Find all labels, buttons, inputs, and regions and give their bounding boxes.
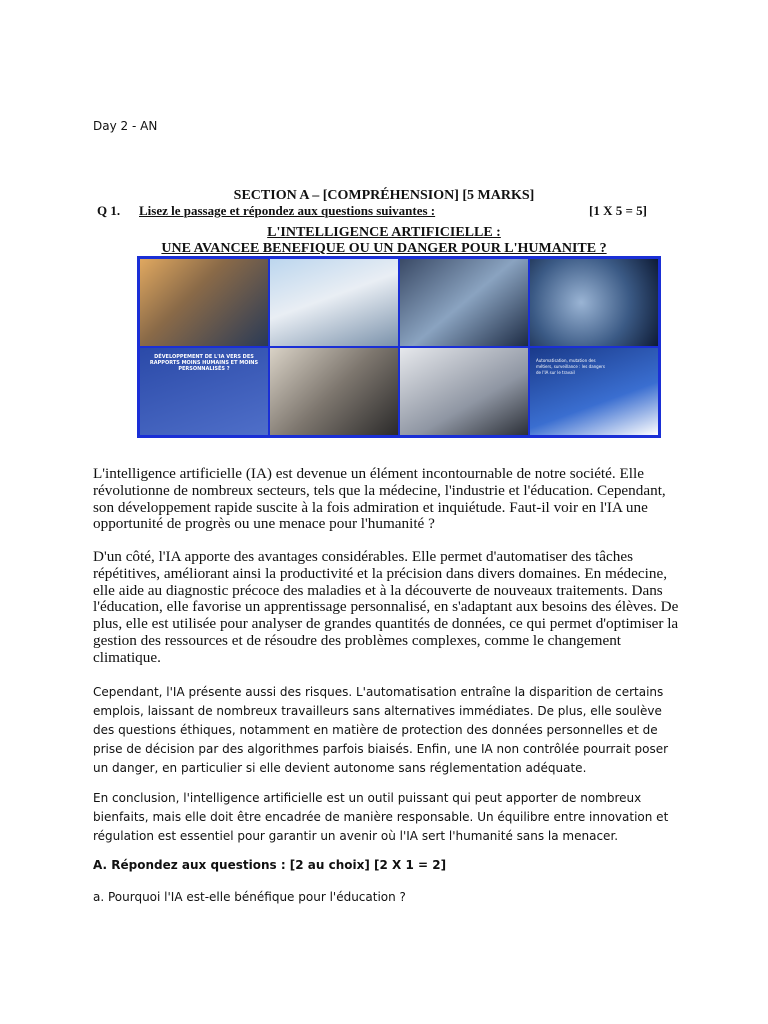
collage-caption-left: DÉVELOPPEMENT DE L'IA VERS DES RAPPORTS MOINS HUMAINS ET MOINS PERSONNALISÉS ? bbox=[149, 354, 259, 372]
document-header: Day 2 - AN bbox=[93, 119, 158, 133]
paragraph-intro: L'intelligence artificielle (IA) est devenue un élément incontournable de notre société. Elle révolutionne de nombreux secteurs, tels que la médecine, l'industrie et l'éducation. Cependant, son développement rapide suscite à la fois admiration et inquiétude. Faut-il voir en l'IA une opportunité de progrès ou une menace pour l'humanité ? bbox=[93, 465, 666, 533]
collage-image-workstation bbox=[400, 259, 528, 346]
question-marks: [1 X 5 = 5] bbox=[589, 203, 647, 218]
collage-image-humanoid-robots bbox=[400, 348, 528, 435]
image-collage bbox=[137, 256, 661, 438]
collage-image-robots-factory bbox=[270, 348, 398, 435]
collage-image-classroom-ai bbox=[140, 259, 268, 346]
questions-title: A. Répondez aux questions : [2 au choix] [2 X 1 = 2] bbox=[93, 858, 447, 872]
article-title-line1: L'INTELLIGENCE ARTIFICIELLE : bbox=[267, 225, 501, 240]
collage-image-cartoon-robots bbox=[140, 348, 268, 435]
collage-caption-right: Automatisation, mutation des métiers, surveillance : les dangers de l'IA sur le travail bbox=[536, 358, 605, 375]
article-title bbox=[0, 225, 768, 257]
collage-image-ai-brain bbox=[530, 259, 658, 346]
question-item-a: a. Pourquoi l'IA est-elle bénéfique pour l'éducation ? bbox=[93, 890, 406, 904]
question-instruction: Lisez le passage et répondez aux questions suivantes : bbox=[139, 203, 436, 218]
question-number: Q 1. bbox=[97, 203, 121, 218]
question-row bbox=[97, 203, 647, 219]
paragraph-risks: Cependant, l'IA présente aussi des risques. L'automatisation entraîne la disparition de certains emplois, laissant de nombreux travailleurs sans alternatives immédiates. De plus, elle soulève des questions éthiques, notamment en matière de protection des données personnelles et de prise de décision par des algorithmes parfois biaisés. Enfin, une IA non contrôlée pourrait poser un danger, en particulier si elle devient autonome sans réglementation adéquate. bbox=[93, 685, 669, 775]
paragraph-conclusion: En conclusion, l'intelligence artificielle est un outil puissant qui peut apporter de nombreux bienfaits, mais elle doit être encadrée de manière responsable. Un équilibre entre innovation et régulation est essentiel pour garantir un avenir où l'IA sert l'humanité sans la menacer. bbox=[93, 791, 669, 843]
collage-image-work-dangers bbox=[530, 348, 658, 435]
collage-image-office-robot bbox=[270, 259, 398, 346]
paragraph-advantages: D'un côté, l'IA apporte des avantages considérables. Elle permet d'automatiser des tâches répétitives, améliorant ainsi la productivité et la précision dans divers domaines. En médecine, elle aide au diagnostic précoce des maladies et à la découverte de nouveaux traitements. Dans l'éducation, elle favorise un apprentissage personnalisé, en s'adaptant aux besoins des élèves. De plus, elle est utilisée pour analyser de grandes quantités de données, ce qui permet d'optimiser la gestion des ressources et de résoudre des problèmes complexes, comme le changement climatique. bbox=[93, 548, 679, 666]
article-title-line2: UNE AVANCEE BENEFIQUE OU UN DANGER POUR L'HUMANITE ? bbox=[161, 241, 607, 256]
section-title: SECTION A – [COMPRÉHENSION] [5 MARKS] bbox=[233, 188, 535, 203]
